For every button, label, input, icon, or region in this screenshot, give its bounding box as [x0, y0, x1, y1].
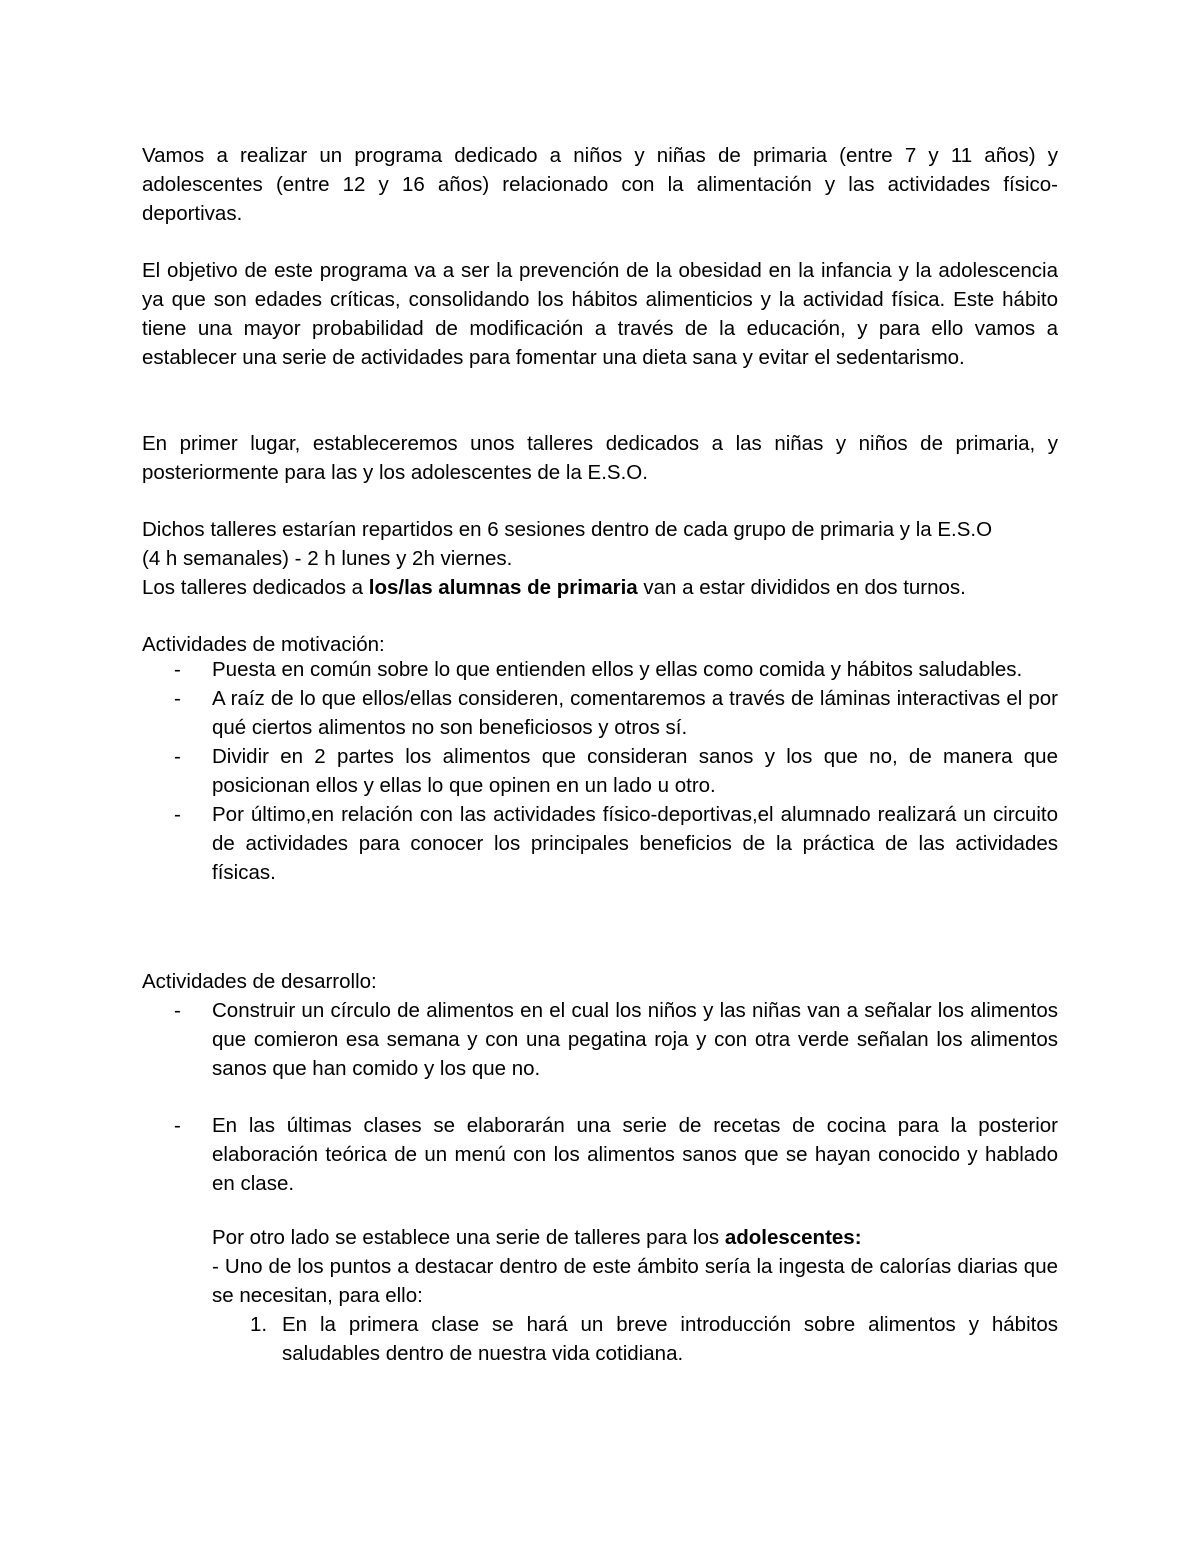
- objective-paragraph: El objetivo de este programa va a ser la prevención de la obesidad en la infancia y la adolescencia ya que son edades críticas, consolidando los hábitos alimenticios y la actividad física. Este hábito tiene una mayor probabilidad de modificación a través de la educación, y para ello vamos a establecer una serie de actividades para fomentar una dieta sana y evitar el sedentarismo.: [142, 259, 1058, 369]
- list-item-text: En las últimas clases se elaborarán una serie de recetas de cocina para la posterior elaboración teórica de un menú con los alimentos sanos que se hayan conocido y hablado en clase.: [212, 1114, 1058, 1195]
- dash-bullet: -: [174, 803, 181, 826]
- list-item-text: Puesta en común sobre lo que entienden ellos y ellas como comida y hábitos saludables.: [212, 658, 1023, 681]
- list-item-text: Construir un círculo de alimentos en el cual los niños y las niñas van a señalar los alimentos que comieron esa semana y con una pegatina roja y con otra verde señalan los alimentos sanos que han comido y los que no.: [212, 999, 1058, 1080]
- adolescents-intro-text: Por otro lado se establece una serie de talleres para los: [212, 1226, 725, 1249]
- adolescents-intro: [212, 1223, 1058, 1252]
- motivation-list: [142, 655, 1058, 887]
- dash-bullet: -: [174, 745, 181, 768]
- list-item: [142, 742, 1058, 800]
- calories-point: - Uno de los puntos a destacar dentro de este ámbito sería la ingesta de calorías diarias que se necesitan, para ello:: [212, 1255, 1058, 1307]
- sessions-line-2: (4 h semanales) - 2 h lunes y 2h viernes.: [142, 547, 513, 570]
- dash-bullet: -: [174, 1114, 181, 1137]
- numbered-item-text: En la primera clase se hará un breve introducción sobre alimentos y hábitos saludables dentro de nuestra vida cotidiana.: [282, 1313, 1058, 1365]
- development-list: [142, 996, 1058, 1083]
- intro-paragraph: Vamos a realizar un programa dedicado a niños y niñas de primaria (entre 7 y 11 años) y adolescentes (entre 12 y 16 años) relacionado con la alimentación y las actividades físico-deportivas.: [142, 144, 1058, 225]
- workshops-paragraph: En primer lugar, estableceremos unos talleres dedicados a las niñas y niños de primaria, y posteriormente para las y los adolescentes de la E.S.O.: [142, 432, 1058, 484]
- primary-students-bold: los/las alumnas de primaria: [368, 576, 638, 599]
- sessions-line-1: Dichos talleres estarían repartidos en 6 sesiones dentro de cada grupo de primaria y la E.S.O: [142, 518, 993, 541]
- development-list-continued: [142, 1111, 1058, 1198]
- development-heading: Actividades de desarrollo:: [142, 970, 377, 993]
- list-item: [142, 996, 1058, 1083]
- dash-bullet: -: [174, 658, 181, 681]
- numbered-list: [142, 1310, 1058, 1368]
- primary-turns-text-end: van a estar divididos en dos turnos.: [637, 576, 966, 599]
- motivation-heading: Actividades de motivación:: [142, 633, 385, 656]
- dash-bullet: -: [174, 999, 181, 1022]
- primary-turns-paragraph: [142, 573, 1058, 602]
- list-item: [142, 655, 1058, 684]
- dash-bullet: -: [174, 687, 181, 710]
- list-item: [142, 1111, 1058, 1198]
- list-item-text: A raíz de lo que ellos/ellas consideren, comentaremos a través de láminas interactivas el por qué ciertos alimentos no son beneficiosos y otros sí.: [212, 687, 1058, 739]
- list-number: 1.: [250, 1313, 268, 1336]
- numbered-list-item: [142, 1310, 1058, 1368]
- adolescents-bold: adolescentes:: [724, 1226, 862, 1249]
- list-item: [142, 684, 1058, 742]
- list-item: [142, 800, 1058, 887]
- list-item-text: Dividir en 2 partes los alimentos que consideran sanos y los que no, de manera que posicionan ellos y ellas lo que opinen en un lado u otro.: [212, 745, 1058, 797]
- primary-turns-text-start: Los talleres dedicados a: [142, 576, 369, 599]
- list-item-text: Por último,en relación con las actividades físico-deportivas,el alumnado realizará un circuito de actividades para conocer los principales beneficios de la práctica de las actividades físicas.: [212, 803, 1058, 884]
